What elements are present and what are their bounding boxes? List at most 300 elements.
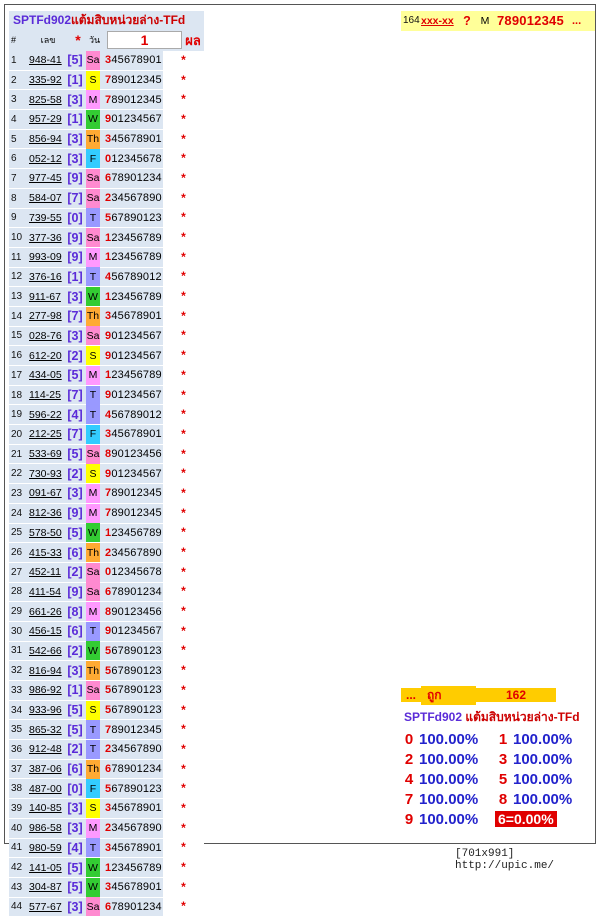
- row-day: M: [480, 14, 490, 27]
- row-digit: [2]: [67, 565, 83, 580]
- row-day: Sa: [86, 681, 100, 700]
- row-result: *: [163, 701, 204, 720]
- row-digit: [5]: [67, 447, 83, 462]
- table-row: [9, 189, 204, 209]
- row-day: F: [86, 779, 100, 798]
- table-row: [9, 51, 204, 71]
- row-result: *: [163, 51, 204, 70]
- row-result: *: [163, 189, 204, 208]
- row-number: 2: [11, 74, 17, 86]
- row-digit: [6]: [67, 624, 83, 639]
- table-row: [9, 740, 204, 760]
- table-row: [9, 248, 204, 268]
- row-number-string: 123456789: [105, 231, 162, 244]
- row-digit: [2]: [67, 348, 83, 363]
- row-key: 452-11: [29, 566, 61, 579]
- table-row: [9, 642, 204, 662]
- row-number-string: 901234567: [105, 349, 162, 362]
- row-digit: [2]: [67, 643, 83, 658]
- row-day: M: [86, 504, 100, 523]
- row-number: 22: [11, 468, 23, 480]
- row-day: W: [86, 287, 100, 306]
- row-result: *: [163, 622, 204, 641]
- row-key: 052-12: [29, 152, 62, 165]
- summary-digit: 2: [404, 750, 414, 768]
- row-digit: [4]: [67, 407, 83, 422]
- summary-digit: 3: [498, 750, 508, 768]
- row-number: 40: [11, 822, 23, 834]
- row-day: Th: [86, 543, 100, 562]
- row-day: Sa: [86, 51, 100, 70]
- summary-digit: 8: [498, 790, 508, 808]
- row-result: *: [163, 760, 204, 779]
- row-day: F: [86, 425, 100, 444]
- row-number: 27: [11, 566, 23, 578]
- row-number-string: 789012345: [105, 487, 162, 500]
- table-row: [9, 819, 204, 839]
- row-number: 1: [11, 54, 17, 66]
- row-number-string: 567890123: [105, 782, 162, 795]
- row-result: *: [163, 405, 204, 424]
- row-result: *: [163, 740, 204, 759]
- table-row: [9, 228, 204, 248]
- row-result: *: [163, 484, 204, 503]
- row-result: *: [163, 169, 204, 188]
- row-number-string: 789012345: [105, 93, 162, 106]
- row-result: *: [163, 504, 204, 523]
- row-164: [401, 11, 595, 31]
- row-day: M: [86, 602, 100, 621]
- row-digit: [5]: [67, 368, 83, 383]
- header-key: เลข: [40, 35, 56, 45]
- row-digit: [1]: [67, 683, 83, 698]
- row-day: Sa: [86, 169, 100, 188]
- summary-row: [401, 809, 595, 829]
- row-key: 411-54: [29, 585, 61, 598]
- row-result: *: [163, 464, 204, 483]
- row-number-string: 123456789: [105, 526, 162, 539]
- summary-title-prefix: SPTFd902: [404, 710, 463, 724]
- row-key: 933-96: [29, 704, 62, 717]
- summary-head: [401, 685, 595, 705]
- row-number-string: 901234567: [105, 329, 162, 342]
- row-day: M: [86, 90, 100, 109]
- row-digit: [9]: [67, 506, 83, 521]
- row-key: 584-07: [29, 192, 62, 205]
- page-title: [9, 11, 204, 29]
- row-number: 3: [11, 94, 17, 106]
- row-day: S: [86, 346, 100, 365]
- summary-title-rest: แต้มสิบหน่วยล่าง-TFd: [462, 710, 580, 724]
- row-number: 10: [11, 232, 23, 244]
- row-result: *: [163, 326, 204, 345]
- row-key: 911-67: [29, 290, 61, 303]
- row-day: Sa: [86, 445, 100, 464]
- row-result: *: [163, 346, 204, 365]
- row-number-string: 123456789: [105, 369, 162, 382]
- summary-percent: 100.00%: [513, 750, 573, 768]
- row-number: 30: [11, 625, 23, 637]
- row-digit: [5]: [67, 880, 83, 895]
- table-row: [9, 405, 204, 425]
- row-number: 20: [11, 428, 23, 440]
- table-row: [9, 720, 204, 740]
- summary-row: [401, 749, 595, 769]
- table-row: [9, 543, 204, 563]
- row-key: 977-45: [29, 172, 62, 185]
- table-row: [9, 90, 204, 110]
- summary-percent: 100.00%: [513, 770, 573, 788]
- table-row: [9, 760, 204, 780]
- row-number-string: 012345678: [105, 566, 162, 579]
- row-number: 35: [11, 724, 23, 736]
- row-key: 140-85: [29, 802, 62, 815]
- table-row: [9, 366, 204, 386]
- row-number: 18: [11, 389, 23, 401]
- row-day: M: [86, 248, 100, 267]
- row-key: 277-98: [29, 310, 62, 323]
- row-day: Th: [86, 307, 100, 326]
- header-star: *: [75, 32, 81, 48]
- summary-percent: 100.00%: [419, 730, 479, 748]
- row-result: *: [163, 208, 204, 227]
- row-number: 34: [11, 704, 23, 716]
- row-result: *: [163, 720, 204, 739]
- table-row: [9, 209, 204, 229]
- row-digit: [1]: [67, 73, 83, 88]
- row-number-string: 345678901: [105, 841, 162, 854]
- row-key: 387-06: [29, 763, 62, 776]
- row-result: *: [163, 287, 204, 306]
- row-number: 4: [11, 113, 17, 125]
- row-result: *: [163, 681, 204, 700]
- row-key: 434-05: [29, 369, 62, 382]
- row-number-string: 890123456: [105, 605, 162, 618]
- row-result: *: [163, 563, 204, 582]
- table-row: [9, 464, 204, 484]
- row-digit: [7]: [67, 191, 83, 206]
- row-key: 612-20: [29, 349, 62, 362]
- summary-panel: [401, 685, 595, 829]
- row-number: 21: [11, 448, 23, 460]
- row-day: T: [86, 267, 100, 286]
- row-number: 11: [11, 251, 22, 263]
- table-row: [9, 287, 204, 307]
- row-number-string: 789012345: [497, 13, 564, 29]
- row-result: *: [163, 228, 204, 247]
- row-digit: [4]: [67, 840, 83, 855]
- row-result: *: [163, 425, 204, 444]
- row-digit: [3]: [67, 486, 83, 501]
- row-number-string: 567890123: [105, 684, 162, 697]
- row-result: *: [163, 523, 204, 542]
- row-number-string: 345678901: [105, 881, 162, 894]
- row-digit: [3]: [67, 663, 83, 678]
- row-number: 36: [11, 743, 23, 755]
- result-label: ถูก: [421, 686, 476, 705]
- row-key: 377-36: [29, 231, 62, 244]
- row-number-string: 567890123: [105, 704, 162, 717]
- row-digit: [9]: [67, 250, 83, 265]
- table-row: [9, 307, 204, 327]
- row-number: 37: [11, 763, 23, 775]
- row-day: Sa: [86, 582, 100, 601]
- row-result: *: [163, 838, 204, 857]
- row-key: 957-29: [29, 113, 62, 126]
- row-digit: [2]: [67, 742, 83, 757]
- header-no: #: [11, 35, 17, 45]
- row-number-string: 123456789: [105, 861, 162, 874]
- row-digit: [8]: [67, 604, 83, 619]
- row-number: 7: [11, 172, 17, 184]
- column-3: [401, 11, 595, 31]
- row-number: 29: [11, 606, 23, 618]
- table-row: [9, 445, 204, 465]
- row-result: *: [163, 799, 204, 818]
- row-day: Sa: [86, 228, 100, 247]
- row-day: Sa: [86, 897, 100, 916]
- header-one: 1: [107, 31, 182, 49]
- row-day: W: [86, 858, 100, 877]
- table-row: [9, 563, 204, 583]
- row-digit: [3]: [67, 92, 83, 107]
- row-key: 986-58: [29, 822, 62, 835]
- table-row: [9, 346, 204, 366]
- row-digit: [2]: [67, 466, 83, 481]
- row-number: 26: [11, 547, 23, 559]
- table-row: [9, 71, 204, 91]
- summary-digit: 9: [404, 810, 414, 828]
- row-key: 141-05: [29, 861, 62, 874]
- row-digit: [3]: [67, 151, 83, 166]
- row-number: 14: [11, 310, 23, 322]
- title-prefix: SPTFd902: [13, 13, 72, 27]
- row-number-string: 901234567: [105, 389, 162, 402]
- rows-group-1: [9, 51, 204, 917]
- row-key: 980-59: [29, 841, 62, 854]
- summary-percent: 100.00%: [419, 770, 479, 788]
- row-result: *: [163, 819, 204, 838]
- row-number-string: 123456789: [105, 290, 162, 303]
- row-result: *: [163, 267, 204, 286]
- row-day: T: [86, 720, 100, 739]
- row-digit: [9]: [67, 584, 83, 599]
- summary-digit: 1: [498, 730, 508, 748]
- row-digit: [3]: [67, 328, 83, 343]
- row-key: 578-50: [29, 526, 62, 539]
- row-day: S: [86, 701, 100, 720]
- summary-digit: 7: [404, 790, 414, 808]
- row-number-string: 456789012: [105, 408, 162, 421]
- row-key: 865-32: [29, 723, 62, 736]
- row-number-string: 234567890: [105, 743, 162, 756]
- row-key: 304-87: [29, 881, 62, 894]
- summary-last: 6=0.00%: [495, 811, 557, 827]
- row-result: *: [163, 366, 204, 385]
- row-result: *: [163, 71, 204, 90]
- table-row: [9, 799, 204, 819]
- summary-digit: 0: [404, 730, 414, 748]
- row-result: *: [163, 582, 204, 601]
- row-number: 41: [11, 842, 23, 854]
- row-key: 816-94: [29, 664, 62, 677]
- row-day: S: [86, 71, 100, 90]
- row-number-string: 901234567: [105, 467, 162, 480]
- row-result: *: [163, 307, 204, 326]
- summary-percent: 100.00%: [513, 790, 573, 808]
- row-number-string: 678901234: [105, 763, 162, 776]
- row-digit: [6]: [67, 762, 83, 777]
- row-digit: [6]: [67, 545, 83, 560]
- summary-percent: 100.00%: [513, 730, 573, 748]
- row-number-string: 012345678: [105, 152, 162, 165]
- row-key: 730-93: [29, 467, 62, 480]
- table-row: [9, 622, 204, 642]
- summary-row: [401, 729, 595, 749]
- table-row: [9, 681, 204, 701]
- row-key: 028-76: [29, 329, 62, 342]
- row-day: M: [86, 484, 100, 503]
- row-number: 31: [11, 645, 23, 657]
- row-digit: [3]: [67, 821, 83, 836]
- row-day: W: [86, 523, 100, 542]
- table-row: [9, 484, 204, 504]
- row-number: 12: [11, 271, 23, 283]
- row-key: 212-25: [29, 428, 62, 441]
- row-number: 25: [11, 527, 23, 539]
- row-day: W: [86, 641, 100, 660]
- row-number-string: 901234567: [105, 113, 162, 126]
- row-number-string: 789012345: [105, 74, 162, 87]
- row-result: *: [163, 130, 204, 149]
- table-row: [9, 602, 204, 622]
- row-digit: [7]: [67, 388, 83, 403]
- table-row: [9, 327, 204, 347]
- row-number-string: 345678901: [105, 802, 162, 815]
- row-digit: [0]: [67, 781, 83, 796]
- result-count: 162: [476, 688, 556, 702]
- row-number: 38: [11, 783, 23, 795]
- row-key: 091-67: [29, 487, 62, 500]
- table-header: [9, 29, 204, 51]
- row-key: 661-26: [29, 605, 62, 618]
- row-key: 376-16: [29, 270, 62, 283]
- row-result: *: [163, 897, 204, 916]
- row-number: 16: [11, 350, 23, 362]
- row-key: 577-67: [29, 900, 62, 913]
- row-number: 164: [403, 15, 420, 27]
- table-row: [9, 583, 204, 603]
- row-digit: [1]: [67, 269, 83, 284]
- row-day: T: [86, 838, 100, 857]
- row-key: 456-15: [29, 625, 62, 638]
- row-day: F: [86, 149, 100, 168]
- row-number: 44: [11, 901, 23, 913]
- row-number-string: 678901234: [105, 900, 162, 913]
- row-day: S: [86, 464, 100, 483]
- row-number: 24: [11, 507, 23, 519]
- row-number: 15: [11, 330, 23, 342]
- row-result: *: [163, 858, 204, 877]
- table-row: [9, 149, 204, 169]
- row-number: 43: [11, 881, 23, 893]
- row-key: 335-92: [29, 74, 62, 87]
- row-number-string: 789012345: [105, 507, 162, 520]
- row-number: 5: [11, 133, 17, 145]
- row-key: 533-69: [29, 448, 62, 461]
- row-digit: [3]: [67, 899, 83, 914]
- row-digit: [7]: [67, 427, 83, 442]
- row-result: *: [163, 543, 204, 562]
- row-key: 739-55: [29, 211, 62, 224]
- row-key: 912-48: [29, 743, 62, 756]
- row-result: *: [163, 149, 204, 168]
- table-row: [9, 661, 204, 681]
- row-number: 42: [11, 862, 23, 874]
- table-row: [9, 839, 204, 859]
- table-row: [9, 504, 204, 524]
- row-digit: ?: [463, 13, 471, 28]
- row-day: T: [86, 622, 100, 641]
- row-number-string: 567890123: [105, 211, 162, 224]
- row-digit: [0]: [67, 210, 83, 225]
- row-day: T: [86, 208, 100, 227]
- table-row: [9, 425, 204, 445]
- row-number-string: 901234567: [105, 625, 162, 638]
- row-number: 9: [11, 212, 17, 224]
- row-day: Th: [86, 760, 100, 779]
- row-key: 856-94: [29, 133, 62, 146]
- footer-watermark: [701x991] http://upic.me/: [455, 848, 555, 872]
- row-number: 28: [11, 586, 23, 598]
- row-digit: [3]: [67, 289, 83, 304]
- row-key: 596-22: [29, 408, 62, 421]
- row-key: 948-41: [29, 54, 62, 67]
- row-result: *: [163, 248, 204, 267]
- row-number-string: 123456789: [105, 251, 162, 264]
- summary-digit: 5: [498, 770, 508, 788]
- row-digit: [9]: [67, 230, 83, 245]
- table-row: [9, 898, 204, 917]
- row-day: W: [86, 110, 100, 129]
- row-result: *: [163, 445, 204, 464]
- summary-title: [404, 708, 595, 727]
- table-row: [9, 701, 204, 721]
- row-day: S: [86, 799, 100, 818]
- header-day: วัน: [89, 35, 101, 45]
- row-number-string: 567890123: [105, 644, 162, 657]
- row-number-string: 345678901: [105, 310, 162, 323]
- table-row: [9, 878, 204, 898]
- row-key: 542-66: [29, 644, 62, 657]
- row-number: 33: [11, 684, 23, 696]
- row-result: *: [163, 661, 204, 680]
- row-key: 487-00: [29, 782, 62, 795]
- row-key: xxx-xx: [421, 14, 454, 27]
- row-digit: [3]: [67, 801, 83, 816]
- summary-percent: 100.00%: [419, 790, 479, 808]
- table-row: [9, 524, 204, 544]
- summary-row: [401, 769, 595, 789]
- row-number-string: 234567890: [105, 546, 162, 559]
- summary-items: [401, 729, 595, 829]
- row-number-string: 678901234: [105, 585, 162, 598]
- row-day: T: [86, 386, 100, 405]
- table-row: [9, 779, 204, 799]
- table-row: [9, 386, 204, 406]
- row-dots: ...: [572, 14, 582, 27]
- row-number-string: 890123456: [105, 448, 162, 461]
